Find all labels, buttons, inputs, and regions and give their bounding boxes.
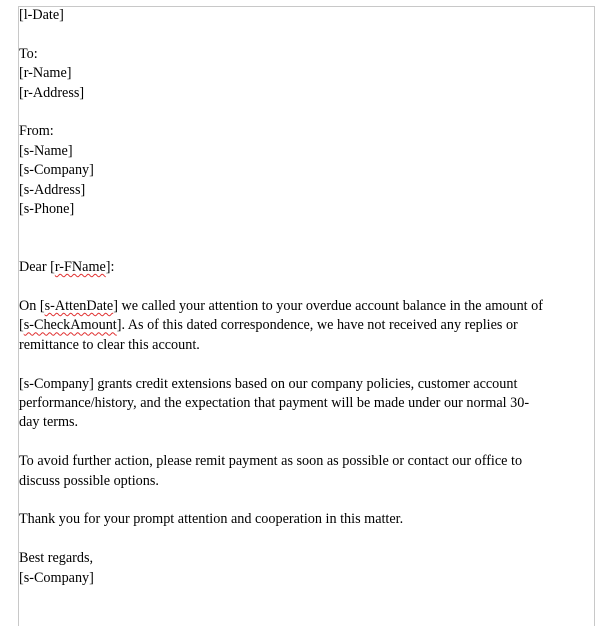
- letter-date: [l-Date]: [19, 7, 64, 23]
- atten-date-field: s-AttenDate: [44, 298, 114, 315]
- to-label: To:: [19, 45, 38, 62]
- spacer: [19, 355, 591, 374]
- spacer: [19, 25, 591, 44]
- salutation-bracket-open: [: [50, 259, 55, 276]
- spacer: [19, 278, 591, 297]
- spacer: [19, 433, 591, 452]
- paragraph-2-line-3: day terms.: [19, 414, 79, 431]
- salutation: [19, 258, 591, 277]
- p1-l1-rest: ] we called your attention to your overdue account balance in the amount of: [113, 298, 543, 315]
- spacer: [19, 239, 591, 258]
- sender-address: [s-Address]: [19, 181, 86, 198]
- paragraph-1-line-3: remittance to clear this account.: [19, 336, 200, 353]
- p1-l2-prefix: [: [19, 317, 24, 334]
- paragraph-4-line-1: Thank you for your prompt attention and cooperation in this matter.: [19, 511, 404, 528]
- salutation-suffix: :: [110, 259, 115, 276]
- signature-company: [s-Company]: [19, 569, 94, 586]
- sender-phone: [s-Phone]: [19, 201, 75, 218]
- recipient-name: [r-Name]: [19, 65, 72, 82]
- recipient-address: [r-Address]: [19, 84, 85, 101]
- paragraph-3-line-2: discuss possible options.: [19, 472, 159, 489]
- paragraph-3-line-1: To avoid further action, please remit payment as soon as possible or contact our office to: [19, 453, 523, 470]
- spacer: [19, 491, 591, 510]
- paragraph-2-line-1: [s-Company] grants credit extensions based on our company policies, customer account: [19, 375, 518, 392]
- p1-l2-rest: ]. As of this dated correspondence, we have not received any replies or: [116, 317, 518, 334]
- spacer: [19, 103, 591, 122]
- sender-name: [s-Name]: [19, 142, 73, 159]
- salutation-bracket-close: ]: [105, 259, 111, 276]
- salutation-prefix: Dear: [19, 259, 51, 276]
- letter-body[interactable]: [19, 6, 591, 588]
- sender-company: [s-Company]: [19, 162, 94, 179]
- salutation-name-field: r-FName: [54, 259, 106, 276]
- from-label: From:: [19, 123, 54, 140]
- paragraph-1-line-1: [19, 297, 591, 316]
- paragraph-1-line-2: [19, 316, 591, 335]
- closing: Best regards,: [19, 550, 94, 567]
- spacer: [19, 219, 591, 238]
- check-amount-field: s-CheckAmount: [23, 317, 117, 334]
- spacer: [19, 530, 591, 549]
- p1-l1-prefix: On [: [19, 298, 45, 315]
- paragraph-2-line-2: performance/history, and the expectation that payment will be made under our normal 30-: [19, 395, 530, 412]
